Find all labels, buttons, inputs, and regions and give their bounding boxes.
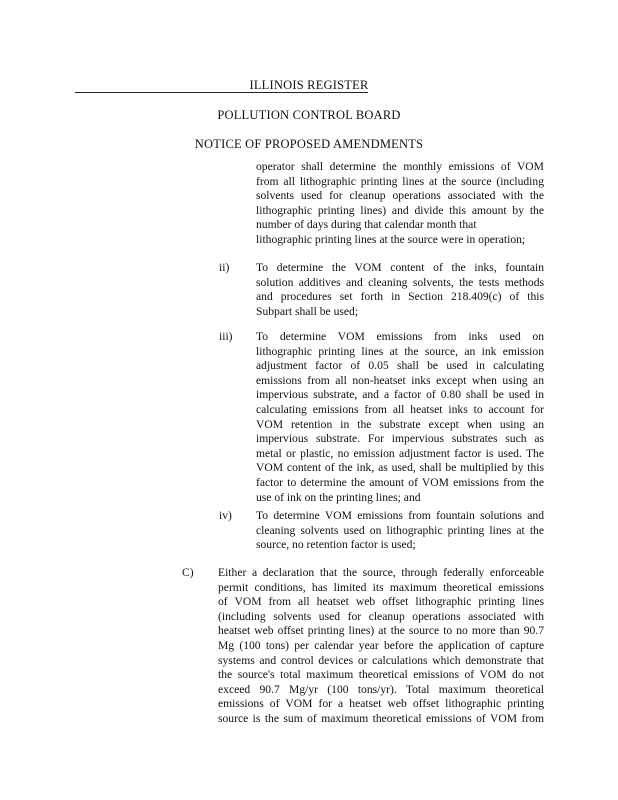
- text-line: source is the sum of maximum theoretical emissions of VOM from: [218, 711, 544, 725]
- text-line: adjustment factor of 0.05 shall be used in calculating: [256, 359, 544, 373]
- text-line: impervious substrate. For impervious substrates such as: [256, 432, 544, 446]
- item-iii-paragraph: [256, 330, 544, 505]
- text-line: VOM retention in the substrate except when using an: [256, 417, 544, 431]
- text-line: (including solvents used for cleanup operations associated with: [218, 609, 544, 623]
- notice-title: NOTICE OF PROPOSED AMENDMENTS: [194, 137, 424, 151]
- text-line: Either a declaration that the source, through federally enforceable: [218, 566, 544, 579]
- text-line: solvents used for cleanup operations associated with the: [256, 189, 544, 203]
- register-title: ILLINOIS REGISTER: [249, 78, 369, 92]
- text-line: impervious substrate, and a factor of 0.80 shall be used in: [256, 388, 544, 402]
- text-line: emissions of VOM for a heatset web offset lithographic printing: [218, 697, 544, 711]
- item-ii-paragraph: [256, 261, 544, 319]
- text-line: of VOM from all heatset web offset lithographic printing lines: [218, 595, 544, 609]
- text-line: heatset web offset printing lines) at the source to no more than 90.7: [218, 624, 544, 638]
- section-c-paragraph: [218, 566, 544, 727]
- item-marker-ii: ii): [219, 261, 230, 274]
- text-line: lithographic printing lines at the source, an ink emission: [256, 344, 544, 358]
- text-line: number of days during that calendar month that: [256, 218, 477, 232]
- text-line: calculating emissions from all heatset inks to account for: [256, 402, 544, 416]
- section-marker-c: C): [182, 566, 194, 579]
- text-line: permit conditions, has limited its maximum theoretical emissions: [218, 580, 544, 594]
- text-line: factor to determine the amount of VOM emissions from the: [256, 475, 544, 489]
- text-line: systems and control devices or calculations which demonstrate that: [218, 653, 544, 667]
- text-line: the source's total maximum theoretical emissions of VOM do not: [218, 668, 544, 682]
- text-line: To determine VOM emissions from inks used on: [256, 330, 544, 343]
- text-line: from all lithographic printing lines at the source (including: [256, 174, 544, 188]
- text-line: source, no retention factor is used;: [256, 538, 416, 552]
- text-line: metal or plastic, no emission adjustment factor is used. The: [256, 446, 544, 460]
- board-title: POLLUTION CONTROL BOARD: [217, 108, 401, 122]
- continuation-paragraph: [256, 160, 544, 248]
- item-marker-iii: iii): [219, 330, 233, 343]
- text-line: Subpart shall be used;: [256, 304, 359, 318]
- item-iv-paragraph: [256, 509, 544, 553]
- text-line: and procedures set forth in Section 218.409(c) of this: [256, 290, 544, 304]
- text-line: cleaning solvents used on lithographic printing lines at the: [256, 523, 544, 537]
- text-line: use of ink on the printing lines; and: [256, 490, 421, 504]
- text-line: lithographic printing lines) and divide this amount by the: [256, 203, 544, 217]
- text-line: To determine VOM emissions from fountain solutions and: [256, 509, 544, 522]
- text-line: To determine the VOM content of the inks, fountain: [256, 261, 544, 274]
- text-line: lithographic printing lines at the source were in operation;: [256, 232, 526, 246]
- text-line: operator shall determine the monthly emissions of VOM: [256, 160, 544, 173]
- text-line: Mg (100 tons) per calendar year before the application of capture: [218, 638, 544, 652]
- text-line: exceed 90.7 Mg/yr (100 tons/yr). Total maximum theoretical: [218, 682, 544, 696]
- text-line: VOM content of the ink, as used, shall be multiplied by this: [256, 461, 544, 475]
- item-marker-iv: iv): [219, 509, 232, 522]
- text-line: solution additives and cleaning solvents, the tests methods: [256, 275, 544, 289]
- text-line: emissions from all non-heatset inks except when using an: [256, 373, 544, 387]
